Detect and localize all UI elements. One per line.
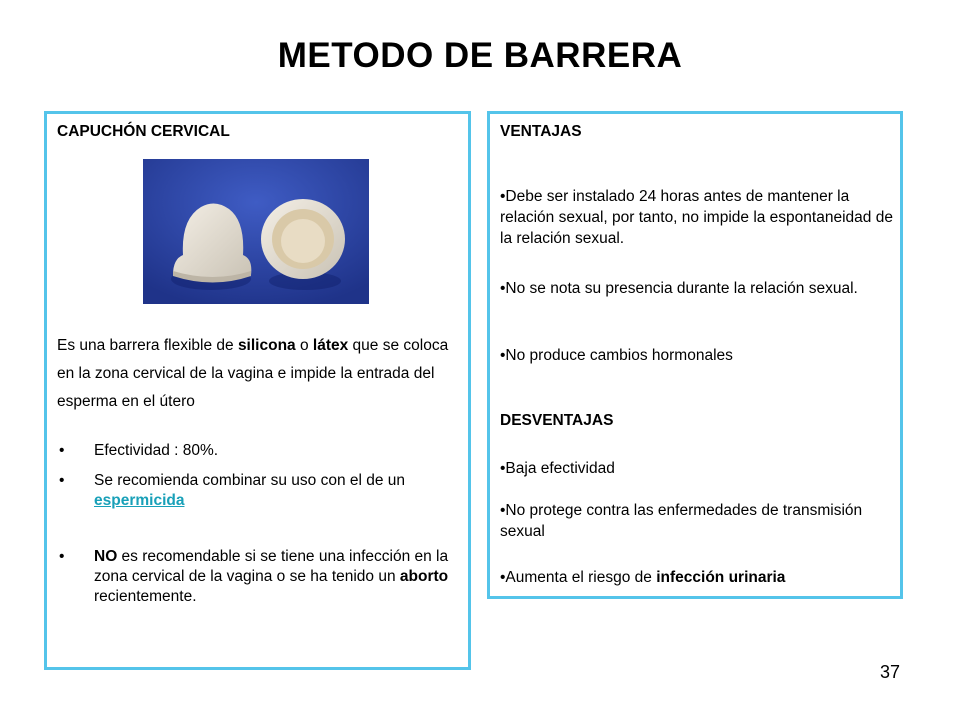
ventaja-item: •No produce cambios hormonales — [500, 347, 733, 364]
page-number: 37 — [880, 662, 901, 682]
cervical-cap-illustration — [143, 159, 369, 304]
left-panel — [44, 111, 471, 670]
desventaja-item: •No protege contra las enfermedades de transmisión sexual — [500, 502, 863, 540]
ventaja-item: •Debe ser instalado 24 horas antes de mantener la relación sexual, por tanto, no impide la espontaneidad de la relación sexual. — [500, 188, 893, 247]
panel-heading: CAPUCHÓN CERVICAL — [57, 123, 230, 140]
cervical-cap-photo — [143, 159, 369, 304]
right-panel — [487, 111, 903, 599]
bullet-marker: • — [59, 548, 65, 565]
desventaja-item: •Baja efectividad — [500, 460, 615, 477]
silicona-term: silicona — [237, 337, 296, 354]
page-title: METODO DE BARRERA — [277, 36, 683, 75]
bullet-spermicide: • Se recomienda combinar su uso con el de un espermicida — [59, 472, 406, 509]
cervical-cap-description: Es una barrera flexible de silicona o látex que se coloca en la zona cervical de la vagina e impide la entrada del esperma en el útero — [57, 337, 449, 410]
espermicida-link[interactable]: espermicida — [94, 492, 185, 509]
bullet-contraindication: • NO es recomendable si se tiene una infección en la zona cervical de la vagina o se ha tenido un aborto recientemente. — [59, 548, 449, 605]
bullet-effectiveness: • Efectividad : 80%. — [59, 442, 219, 459]
bullet-marker: • — [59, 472, 65, 489]
latex-term: látex — [312, 337, 349, 354]
bullet-marker: • — [59, 442, 65, 459]
desventaja-item: •Aumenta el riesgo de infección urinaria — [500, 569, 786, 586]
desventajas-heading: DESVENTAJAS — [500, 412, 614, 429]
ventajas-heading: VENTAJAS — [500, 123, 582, 140]
ventaja-item: •No se nota su presencia durante la relación sexual. — [500, 280, 858, 297]
